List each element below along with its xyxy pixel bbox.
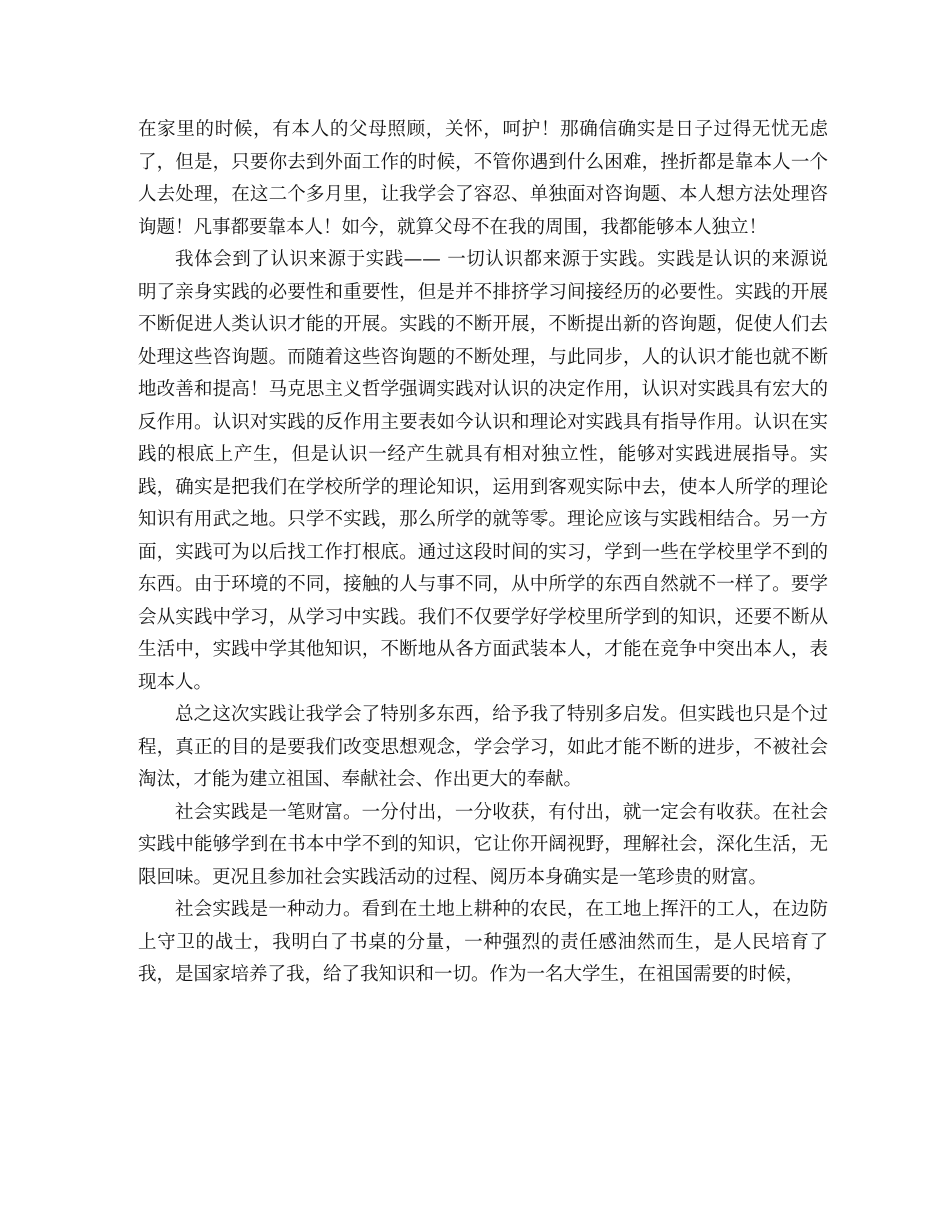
paragraph-2: 我体会到了认识来源于实践—— 一切认识都来源于实践。实践是认识的来源说明了亲身实践的必要性和重要性，但是并不排挤学习间接经历的必要性。实践的开展不断促进人类认识才能的开展。实践的不断开展，不断提出新的咨询题，促使人们去处理这些咨询题。而随着这些咨询题的不断处理，与此同步，人的认识才能也就不断地改善和提高！马克思主义哲学强调实践对认识的决定作用，认识对实践具有宏大的反作用。认识对实践的反作用主要表如今认识和理论对实践具有指导作用。认识在实践的根底上产生，但是认识一经产生就具有相对独立性，能够对实践进展指导。实践，确实是把我们在学校所学的理论知识，运用到客观实际中去，使本人所学的理论知识有用武之地。只学不实践，那么所学的就等零。理论应该与实践相结合。另一方面，实践可为以后找工作打根底。通过这段时间的实习，学到一些在学校里学不到的东西。由于环境的不同，接触的人与事不同，从中所学的东西自然就不一样了。要学会从实践中学习，从学习中实践。我们不仅要学好学校里所学到的知识，还要不断从生活中，实践中学其他知识，不断地从各方面武装本人，才能在竞争中突出本人，表现本人。 (138, 249, 828, 693)
paragraph-5: 社会实践是一种动力。看到在土地上耕种的农民，在工地上挥汗的工人，在边防上守卫的战士，我明白了书桌的分量，一种强烈的责任感油然而生，是人民培育了我，是国家培养了我，给了我知识和一切。作为一名大学生，在祖国需要的时候， (138, 899, 828, 985)
paragraph-4: 社会实践是一笔财富。一分付出，一分收获，有付出，就一定会有收获。在社会实践中能够学到在书本中学不到的知识，它让你开阔视野，理解社会，深化生活，无限回味。更况且参加社会实践活动的过程、阅历本身确实是一笔珍贵的财富。 (138, 801, 828, 888)
paragraph-1: 在家里的时候，有本人的父母照顾，关怀，呵护！那确信确实是日子过得无忧无虑了，但是，只要你去到外面工作的时候，不管你遇到什么困难，挫折都是靠本人一个人去处理，在这二个多月里，让我学会了容忍、单独面对咨询题、本人想方法处理咨询题！凡事都要靠本人！如今，就算父母不在我的周围，我都能够本人独立！ (138, 119, 828, 238)
document-page (138, 114, 828, 992)
paragraph-3: 总之这次实践让我学会了特别多东西，给予我了特别多启发。但实践也只是个过程，真正的目的是要我们改变思想观念，学会学习，如此才能不断的进步，不被社会淘汰，才能为建立祖国、奉献社会、作出更大的奉献。 (138, 704, 828, 790)
